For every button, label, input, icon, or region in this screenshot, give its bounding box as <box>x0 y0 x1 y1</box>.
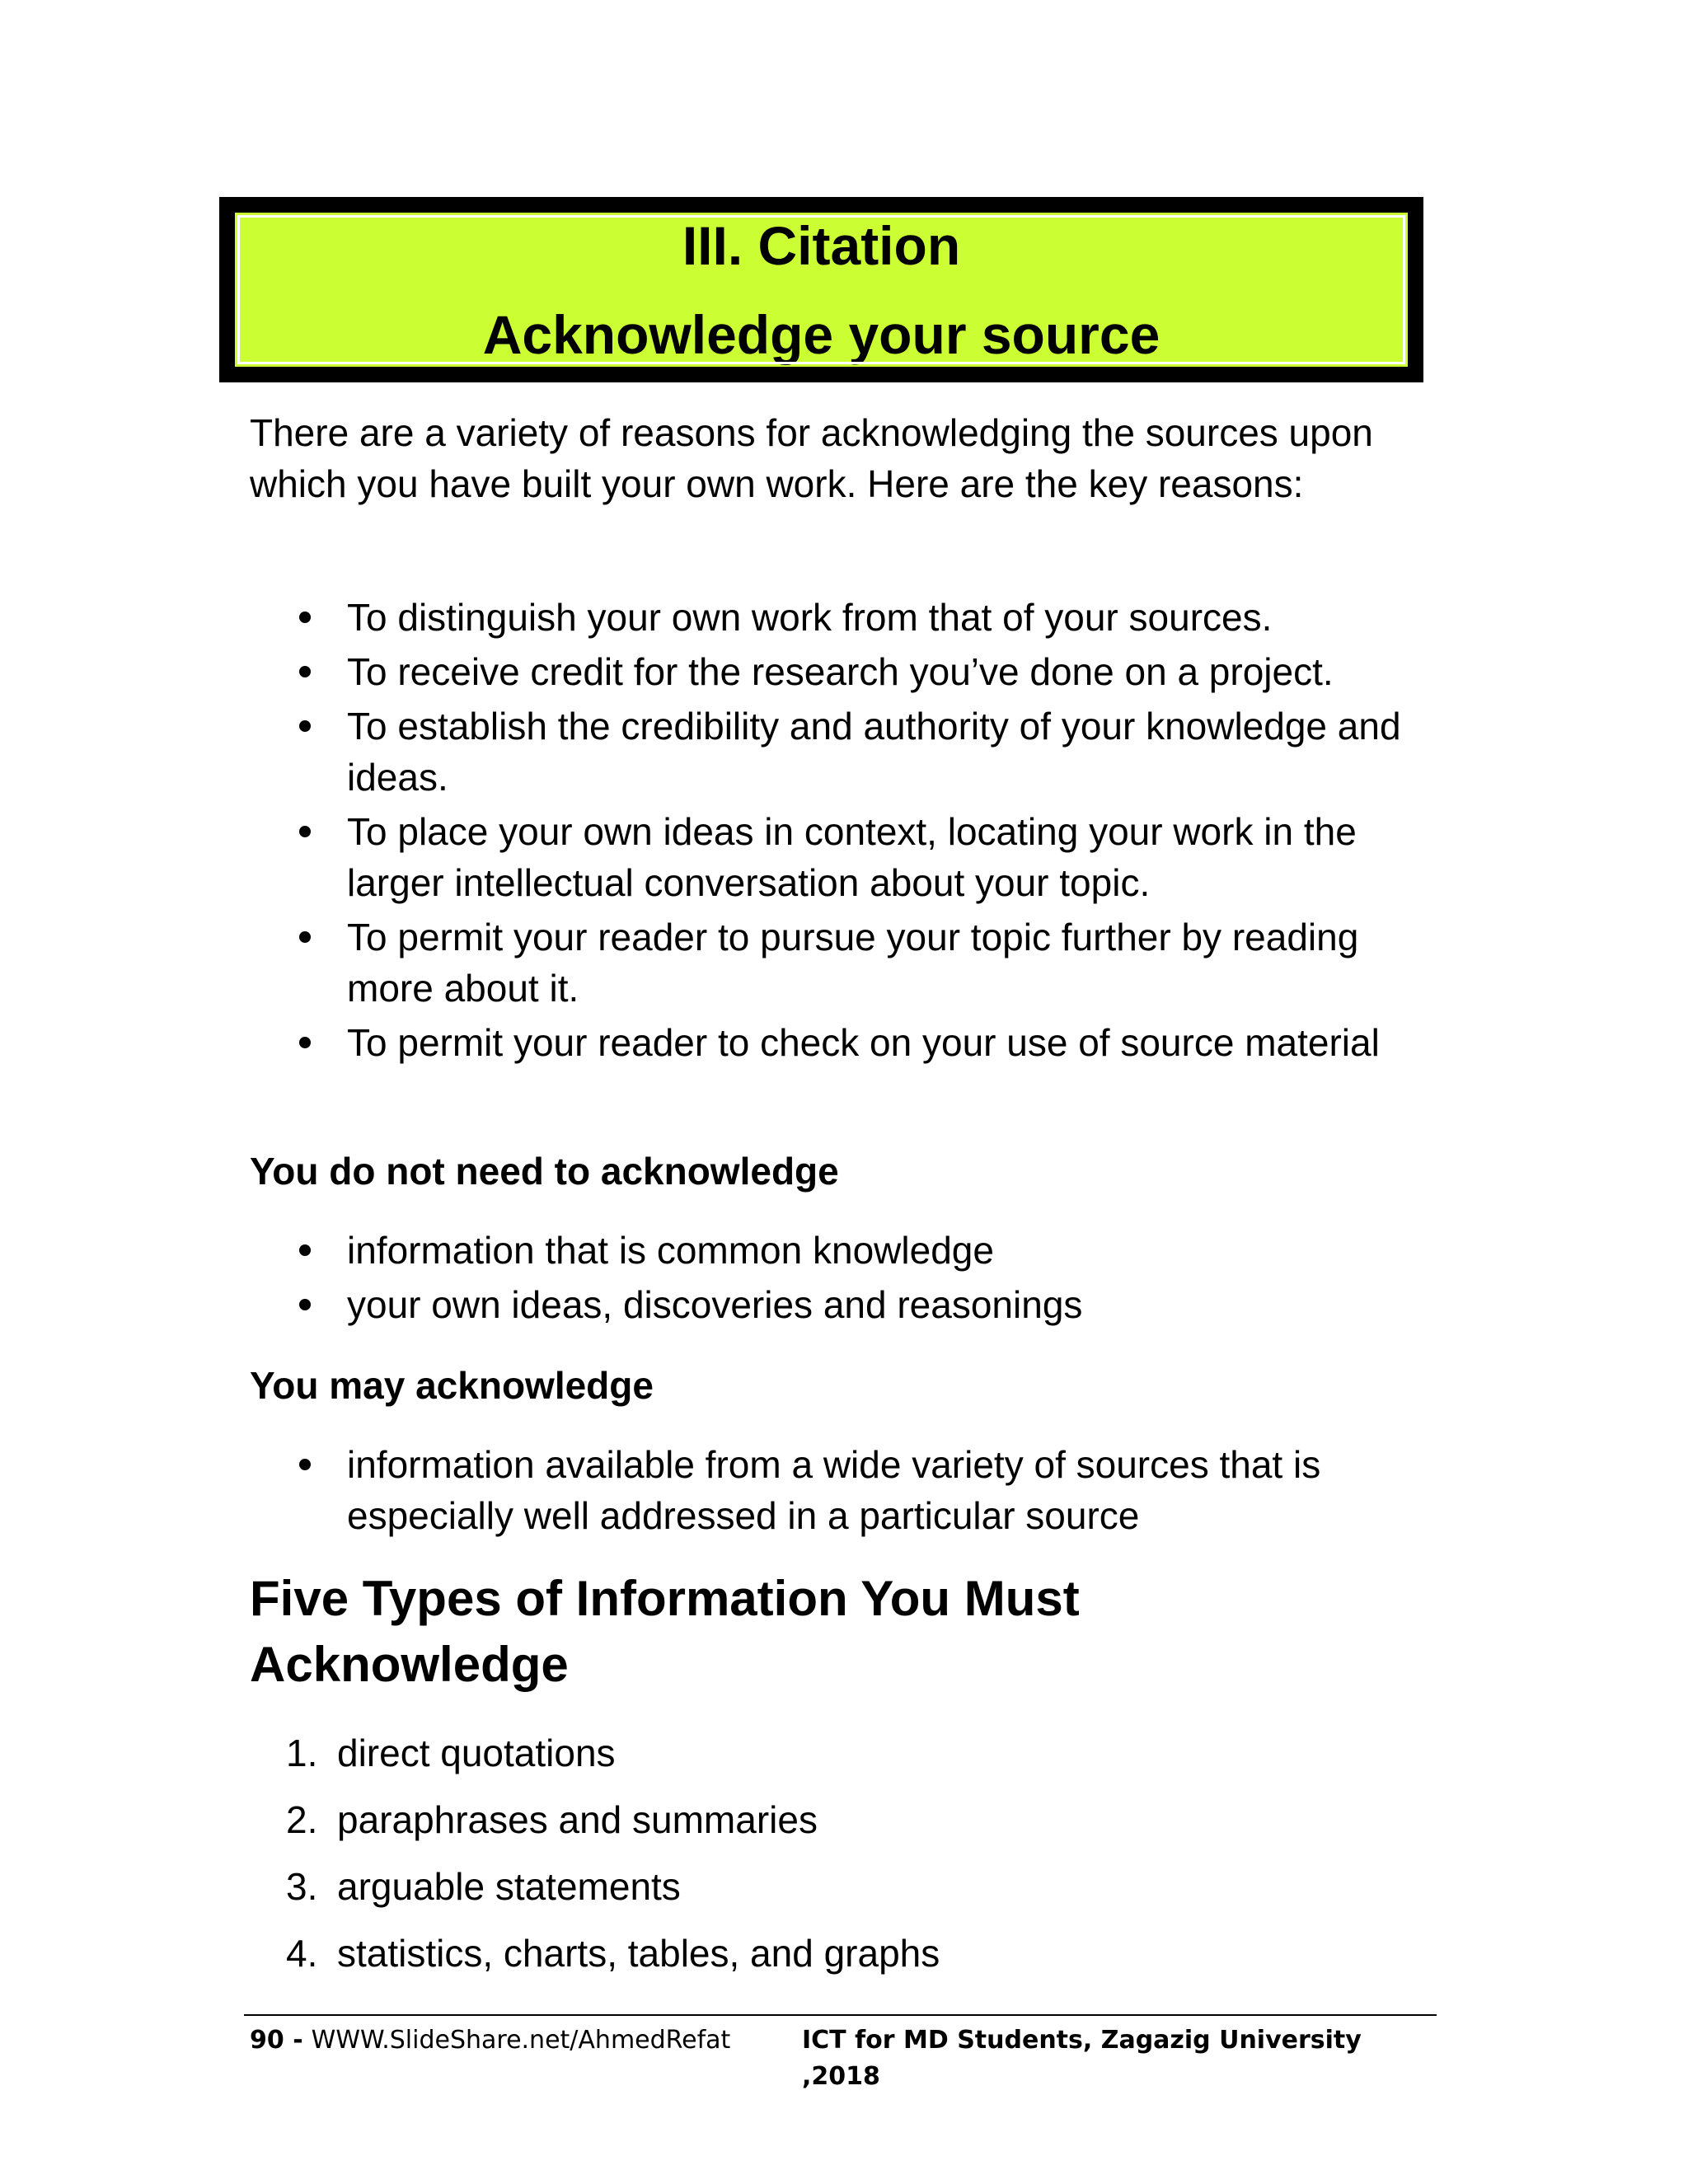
list-item-text: information that is common knowledge <box>347 1229 994 1272</box>
title-box <box>219 197 1423 382</box>
intro-paragraph: There are a variety of reasons for acknowledging the sources upon which you have built your own work. Here are the key reasons: <box>250 411 1373 505</box>
list-item <box>250 646 1420 697</box>
bullet-icon <box>299 1459 311 1470</box>
item-text: statistics, charts, tables, and graphs <box>337 1932 940 1975</box>
list-item-text: To place your own ideas in context, locating your work in the larger intellectual conversation about your topic. <box>347 810 1357 904</box>
title-box-inner <box>232 210 1410 369</box>
bullet-icon <box>299 1244 311 1256</box>
footer-course: ICT for MD Students, Zagazig University ,2018 <box>802 2026 1362 2091</box>
page-number: 90 - <box>250 2026 303 2055</box>
list-item <box>250 701 1420 803</box>
numbered-item <box>250 1928 940 1979</box>
item-text: arguable statements <box>337 1865 681 1908</box>
numbered-item <box>250 1794 940 1845</box>
item-number: 3. <box>286 1865 318 1908</box>
item-number: 1. <box>286 1732 318 1774</box>
bullet-icon <box>299 612 311 623</box>
numbered-item <box>250 1727 940 1779</box>
page-footer <box>250 2022 1437 2091</box>
section-title: III. Citation <box>682 214 961 276</box>
list-item <box>250 1439 1420 1541</box>
list-item-text: your own ideas, discoveries and reasonings <box>347 1283 1083 1326</box>
item-number: 4. <box>286 1932 318 1975</box>
no-need-list <box>250 1225 1420 1333</box>
list-item <box>250 806 1420 908</box>
list-item-text: To permit your reader to pursue your topic further by reading more about it. <box>347 916 1359 1010</box>
bullet-icon <box>299 826 311 837</box>
list-item <box>250 912 1420 1014</box>
item-text: direct quotations <box>337 1732 616 1774</box>
bullet-icon <box>299 666 311 677</box>
list-item <box>250 1225 1420 1276</box>
may-list <box>250 1439 1420 1544</box>
list-item-text: information available from a wide variety of sources that is especially well addressed in a particular source <box>347 1443 1321 1537</box>
list-item-text: To receive credit for the research you’ve done on a project. <box>347 650 1334 693</box>
five-types-list <box>250 1727 940 1994</box>
may-heading: You may acknowledge <box>250 1364 654 1407</box>
no-need-heading: You do not need to acknowledge <box>250 1150 839 1193</box>
numbered-item <box>250 1861 940 1912</box>
bullet-icon <box>299 1299 311 1310</box>
list-item <box>250 1279 1420 1330</box>
footer-divider <box>244 2014 1437 2016</box>
section-subtitle: Acknowledge your source <box>482 303 1160 365</box>
five-types-heading: Five Types of Information You Must Acknowledge <box>250 1571 1080 1692</box>
list-item-text: To distinguish your own work from that of your sources. <box>347 596 1273 639</box>
list-item-text: To establish the credibility and authority of your knowledge and ideas. <box>347 705 1401 799</box>
list-item-text: To permit your reader to check on your use of source material <box>347 1021 1380 1064</box>
item-number: 2. <box>286 1798 318 1841</box>
bullet-icon <box>299 1037 311 1048</box>
footer-site-link[interactable]: WWW.SlideShare.net/AhmedRefat <box>311 2026 731 2055</box>
bullet-icon <box>299 931 311 943</box>
list-item <box>250 592 1420 643</box>
reasons-list <box>250 592 1420 1071</box>
item-text: paraphrases and summaries <box>337 1798 818 1841</box>
list-item <box>250 1017 1420 1068</box>
bullet-icon <box>299 720 311 732</box>
